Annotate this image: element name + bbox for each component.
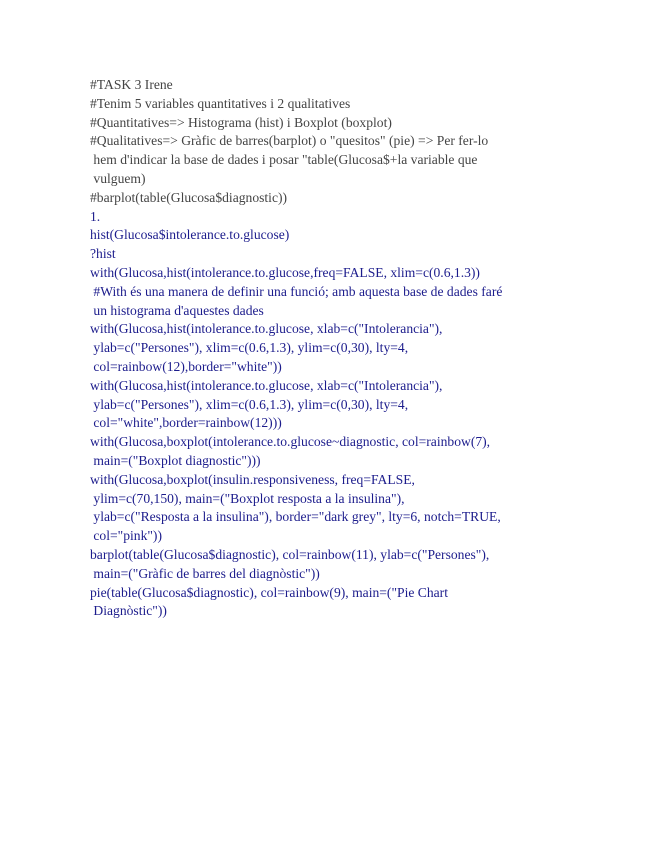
code-line: with(Glucosa,hist(intolerance.to.glucose, xlab=c("Intolerancia"), [90,321,443,337]
code-line: with(Glucosa,boxplot(insulin.responsiveness, freq=FALSE, [90,471,415,487]
comment-line: hem d'indicar la base de dades i posar "table(Glucosa$+la variable que [90,152,478,168]
code-line: ?hist [90,246,116,262]
code-line: with(Glucosa,hist(intolerance.to.glucose, xlab=c("Intolerancia"), [90,377,443,393]
code-line: main=("Gràfic de barres del diagnòstic")) [90,565,320,581]
code-line: un histograma d'aquestes dades [90,302,264,318]
comment-line: #Quantitatives=> Histograma (hist) i Boxplot (boxplot) [90,114,392,130]
code-line: ylab=c("Persones"), xlim=c(0.6,1.3), ylim=c(0,30), lty=4, [90,396,409,412]
comment-line: #TASK 3 Irene [90,77,173,92]
code-line: col=rainbow(12),border="white")) [90,358,282,374]
code-line: Diagnòstic")) [90,603,167,619]
code-line: ylab=c("Resposta a la insulina"), border="dark grey", lty=6, notch=TRUE, [90,509,501,525]
code-line: 1. [90,208,101,224]
code-line: with(Glucosa,boxplot(intolerance.to.glucose~diagnostic, col=rainbow(7), [90,434,491,450]
code-line: ylim=c(70,150), main=("Boxplot resposta a la insulina"), [90,490,405,506]
code-line: barplot(table(Glucosa$diagnostic), col=rainbow(11), ylab=c("Persones"), [90,546,490,562]
code-line: hist(Glucosa$intolerance.to.glucose) [90,227,290,243]
comment-line: #Qualitatives=> Gràfic de barres(barplot) o "quesitos" (pie) => Per fer-lo [90,133,489,149]
code-line: col="white",border=rainbow(12))) [90,415,282,431]
code-line: main=("Boxplot diagnostic"))) [90,452,261,468]
comment-line: vulguem) [90,170,146,186]
comment-line: #barplot(table(Glucosa$diagnostic)) [90,189,288,205]
code-line: with(Glucosa,hist(intolerance.to.glucose,freq=FALSE, xlim=c(0.6,1.3)) [90,264,480,280]
code-text-block [90,76,630,621]
code-line: col="pink")) [90,528,162,544]
code-line: ylab=c("Persones"), xlim=c(0.6,1.3), ylim=c(0,30), lty=4, [90,340,409,356]
code-line: #With és una manera de definir una funció; amb aquesta base de dades faré [90,283,503,299]
code-line: pie(table(Glucosa$diagnostic), col=rainbow(9), main=("Pie Chart [90,584,448,600]
comment-line: #Tenim 5 variables quantitatives i 2 qualitatives [90,95,351,111]
